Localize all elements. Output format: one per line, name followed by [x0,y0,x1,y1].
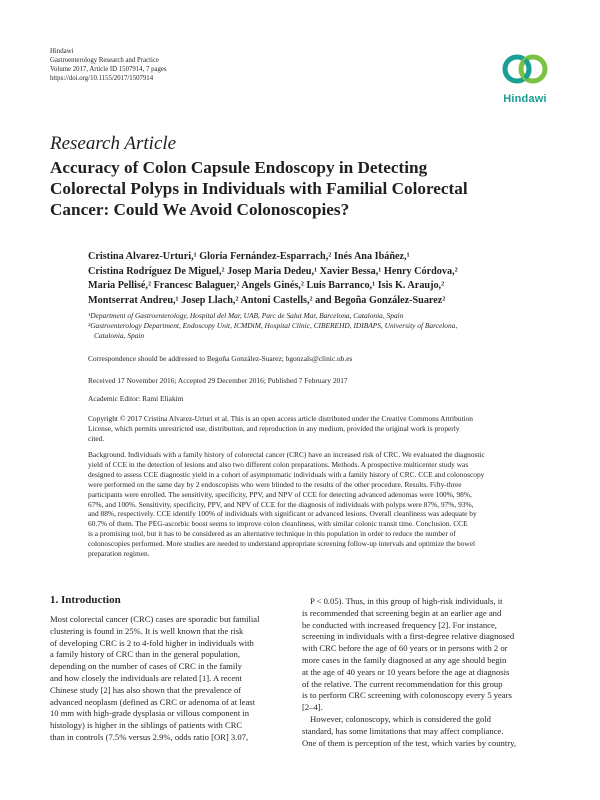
publisher-name: Hindawi [50,48,74,55]
journal-doi[interactable]: https://doi.org/10.1155/2017/1507914 [50,75,154,82]
abstract-line: yield of CCE in the detection of lesions and also two different colon preparations. Methods. A prospective multicenter study was [88,459,469,469]
author-line: Cristina Rodríguez De Miguel,² Josep Maria Dedeu,¹ Xavier Bessa,¹ Henry Córdova,² [88,265,458,277]
abstract-line: colonoscopies performed. More studies are needed to understand appropriate screening follow-up intervals and optimize the bowel [88,539,476,549]
affiliation-line: ²Gastroenterology Department, Endoscopy Unit, ICMDiM, Hospital Clinic, CIBEREHD, IDIBAPS, University of Barcelona, [88,321,458,330]
body-line: 10 mm with high-grade dysplasia or villous component in [50,708,250,719]
abstract-line: is a promising tool, but it has to be considered as an alternative technique in this population in order to reduce the number of [88,529,456,539]
copyright-line: License, which permits unrestricted use, distribution, and reproduction in any medium, provided the original work is properly [88,424,460,433]
body-line: of the relative. The current recommendation for this group [302,678,503,689]
copyright-line: Copyright © 2017 Cristina Alvarez-Urturi et al. This is an open access article distributed under the Creative Commons Attribution [88,414,473,423]
body-line: be conducted with increased frequency [2]. For instance, [302,619,497,630]
body-line: One of them is perception of the test, which varies by country, [302,737,516,748]
body-column-left [50,614,304,744]
correspondence: Correspondence should be addressed to Begoña González-Suarez; bgonzals@clinic.ub.es [88,354,353,363]
body-line: depending on the number of cases of CRC in the family [50,661,242,672]
article-type: Research Article [50,133,177,154]
title-line: Colorectal Polyps in Individuals with Familial Colorectal [50,179,468,198]
body-line: standard, has some limitations that may affect compliance. [302,725,504,736]
body-line: screening in individuals with a first-degree relative diagnosed [302,631,515,642]
article-title [50,157,520,220]
body-line: [2–4]. [302,702,323,713]
body-line: a family history of CRC than in the general population, [50,649,240,660]
body-line: and how closely the individuals are related [1]. A recent [50,672,242,683]
author-list [88,250,558,308]
body-line: histology) is higher in the siblings of patients with CRC [50,720,243,731]
body-line: than in controls (7.5% versus 2.9%, odds ratio [OR] 3.07, [50,731,249,742]
abstract [88,450,554,559]
abstract-line: designed to assess CCE diagnostic yield in a cohort of asymptomatic individuals with a family history of CRC. CCE and colonoscopy [88,469,485,479]
body-line: at the age of 40 years or 10 years before the age at diagnosis [302,666,510,677]
affiliations [88,311,558,341]
publication-dates: Received 17 November 2016; Accepted 29 December 2016; Published 7 February 2017 [88,376,348,385]
title-line: Accuracy of Colon Capsule Endoscopy in Detecting [50,158,428,177]
journal-volume: Volume 2017, Article ID 1507914, 7 pages [50,66,167,73]
body-column-right [302,596,556,749]
body-line: clustering is found in 25%. It is well known that the risk [50,625,244,636]
body-line: Chinese study [2] has also shown that the prevalence of [50,684,242,695]
body-line: Most colorectal cancer (CRC) cases are sporadic but familial [50,614,260,624]
author-line: Cristina Alvarez-Urturi,¹ Gloria Fernández-Esparrach,² Inés Ana Ibáñez,¹ [88,251,410,262]
body-line: is recommended that screening begin at an earlier age and [302,607,502,618]
author-line: Maria Pellisé,² Francesc Balaguer,² Angels Ginés,² Luis Barranco,¹ Isis K. Araujo,² [88,280,445,291]
academic-editor: Academic Editor: Rami Eliakim [88,394,184,403]
body-line: P < 0.05). Thus, in this group of high-risk individuals, it [310,596,503,606]
hindawi-logo [495,46,555,110]
author-line: Montserrat Andreu,¹ Josep Llach,² Antoni Castells,² and Begoña González-Suarez² [88,294,446,306]
abstract-line: 67%, and 100%. Sensitivity, specificity, PPV, and NPV of CCE for the diagnosis of individuals with polyps were 87%, 97%, 93%, [88,499,474,509]
affiliation-line: ¹Department of Gastroenterology, Hospital del Mar, UAB, Parc de Salut Mar, Barcelona, Catalonia, Spain [88,311,404,320]
abstract-line: 60.7% of them. The PEG-ascorbic boost seems to improve colon cleanliness, with similar colonic transit time. Conclusion. CCE [88,519,468,529]
abstract-line: preparation regimen. [88,549,150,559]
body-line: advanced neoplasm (defined as CRC or adenoma of at least [50,696,255,707]
affiliation-line: Catalonia, Spain [94,331,145,340]
journal-name: Gastroenterology Research and Practice [50,57,159,64]
section-heading-introduction: 1. Introduction [50,594,121,606]
title-line: Cancer: Could We Avoid Colonoscopies? [50,200,350,219]
abstract-line: were performed on the same day by 2 endoscopists who were blinded to the results of the other procedure. Results. Fifty-three [88,479,462,489]
body-line: more cases in the family diagnosed at any age should begin [302,654,507,665]
body-line: is to perform CRC screening with colonoscopy every 5 years [302,690,512,701]
journal-meta [50,47,167,83]
body-line: with CRC before the age of 60 years or in persons with 2 or [302,643,508,654]
copyright-notice [88,414,554,444]
logo-wordmark: Hindawi [503,93,547,105]
body-line: of developing CRC is 2 to 4-fold higher in individuals with [50,637,254,648]
abstract-line: participants were enrolled. The sensitivity, specificity, PPV, and NPV of CCE for detecting advanced adenomas were 100%, 98%, [88,489,472,499]
abstract-line: Background. Individuals with a family history of colorectal cancer (CRC) have an increased risk of CRC. We evaluated the diagnostic [88,450,485,459]
copyright-line: cited. [88,434,105,443]
hindawi-logo-icon [495,46,555,92]
abstract-line: and 88%, respectively. CCE identify 100% of individuals with significant or advanced lesions. Overall cleanliness was adequate by [88,509,477,519]
body-line: However, colonoscopy, which is considered the gold [310,713,491,724]
